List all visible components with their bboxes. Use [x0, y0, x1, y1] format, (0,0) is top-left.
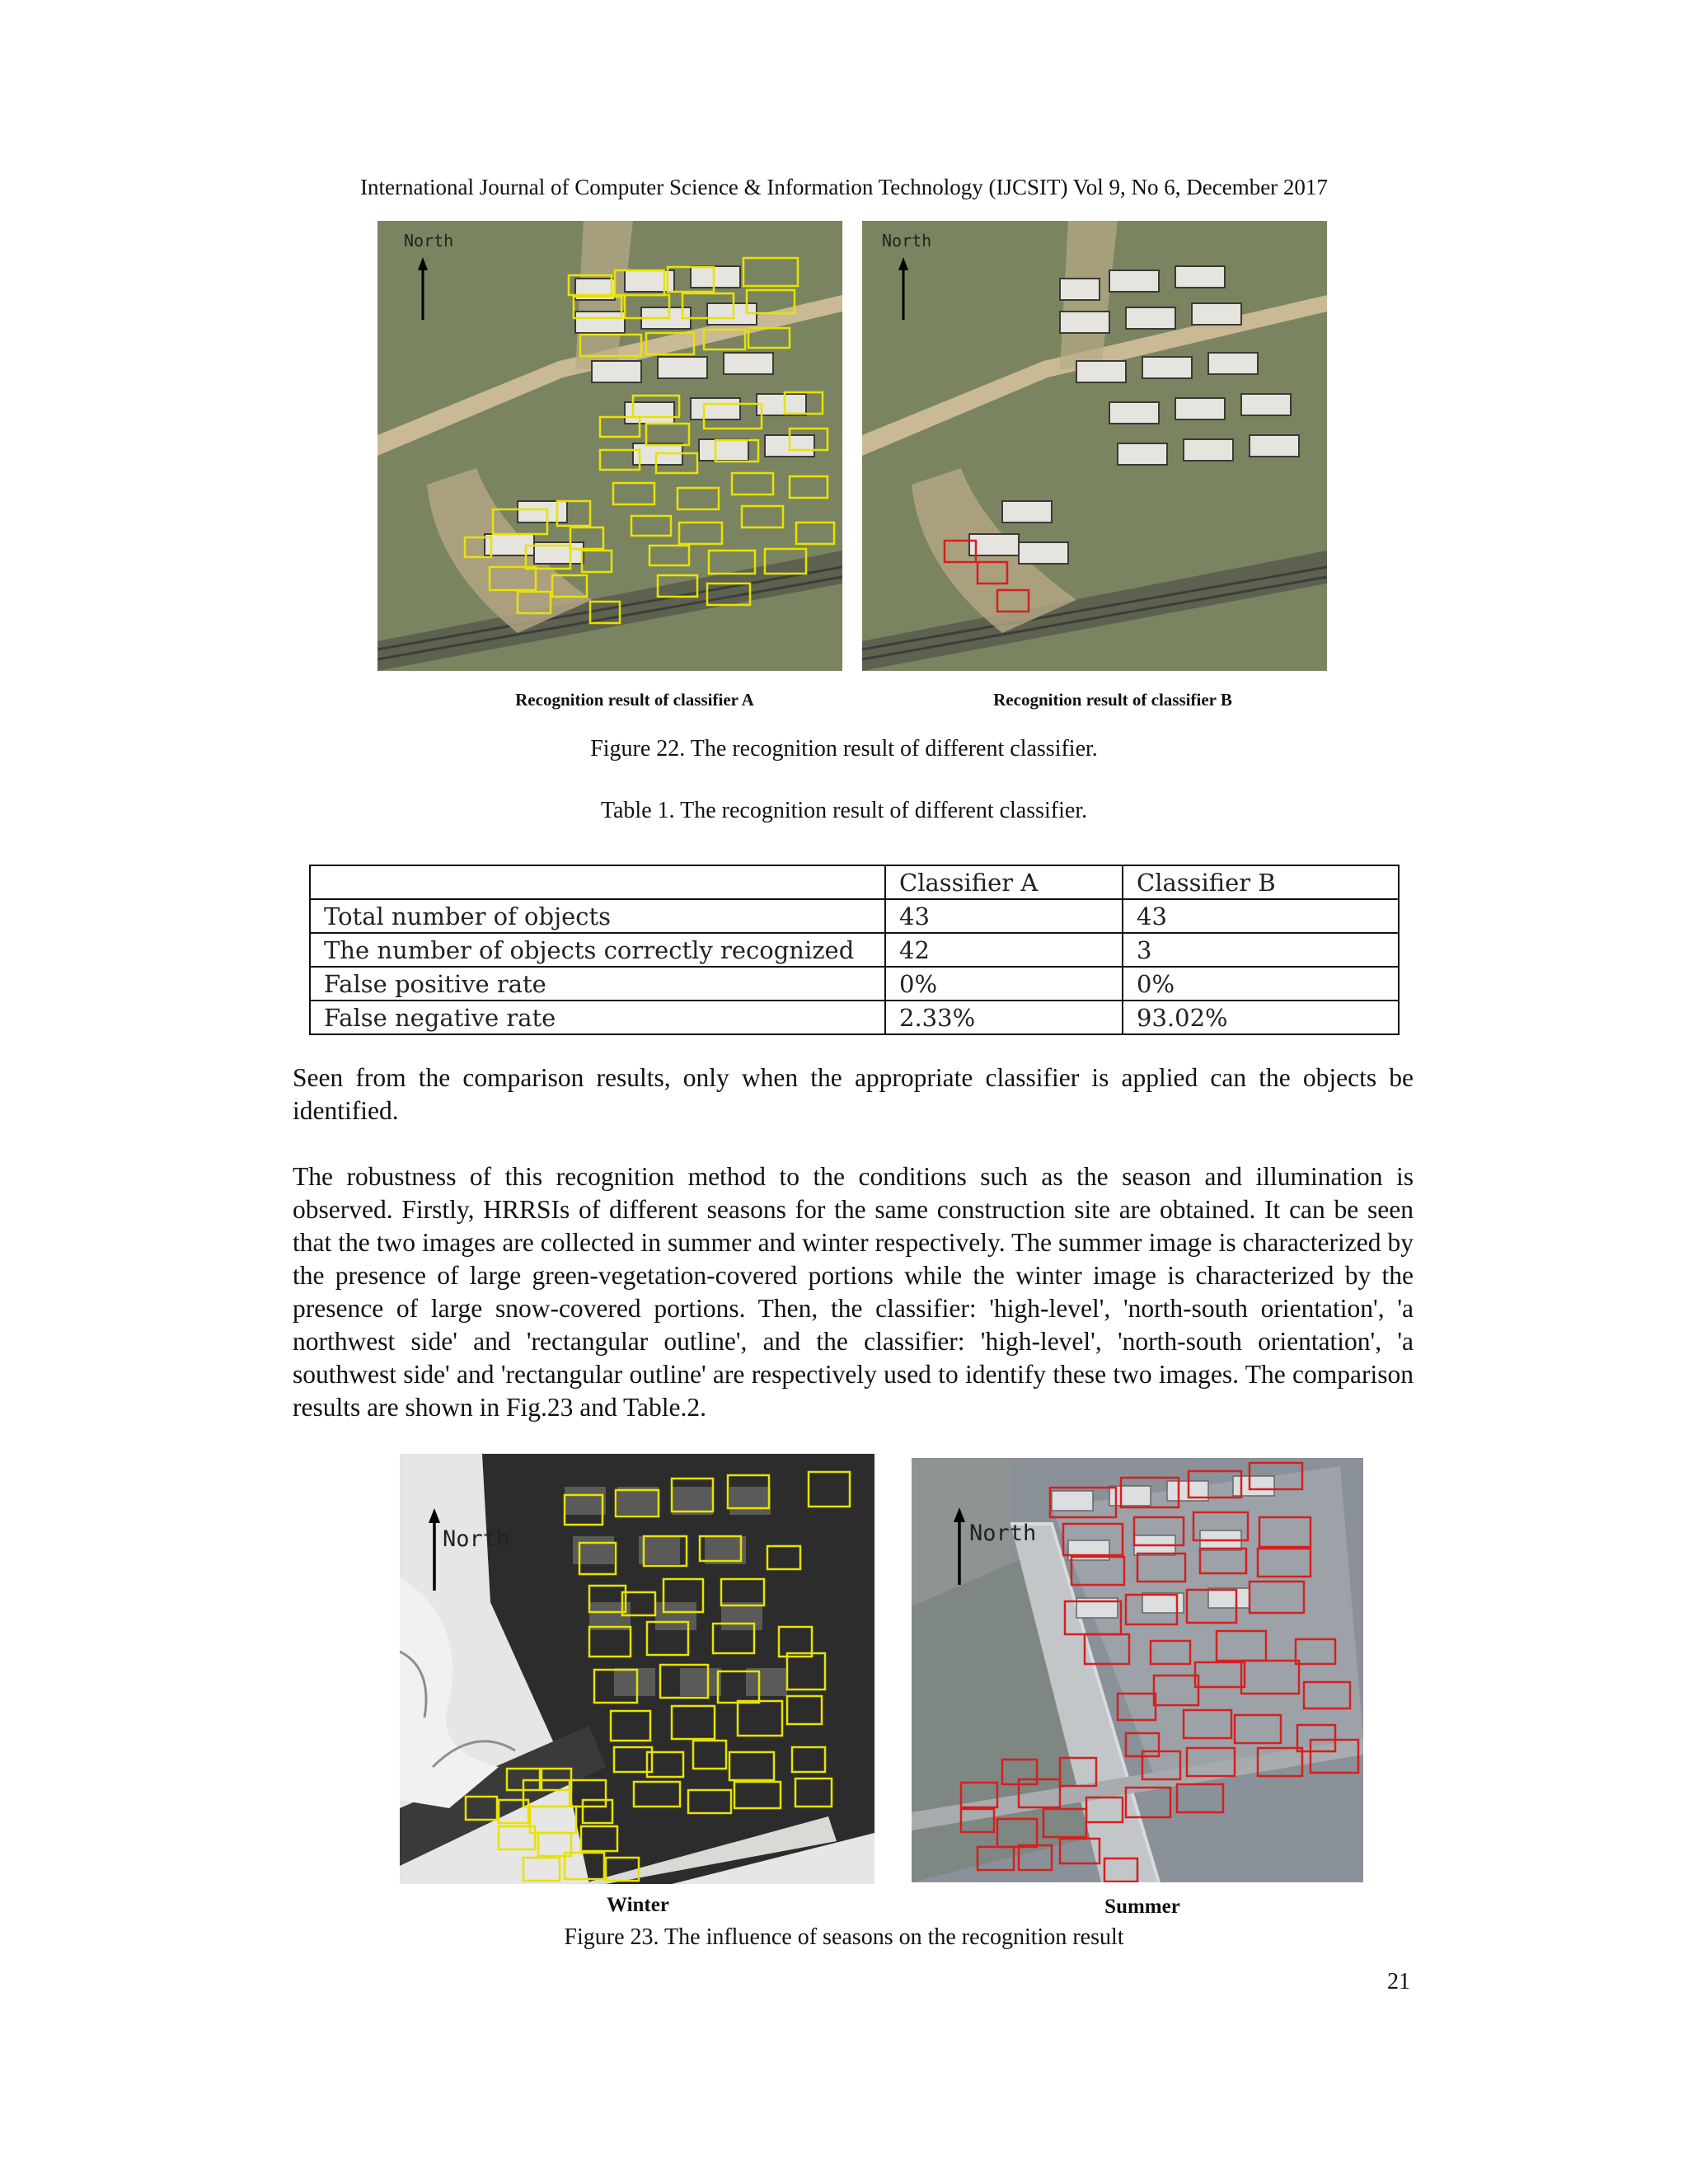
table1 [309, 865, 1400, 1035]
north-label: North [882, 231, 932, 251]
table-cell: False negative rate [310, 1001, 885, 1034]
paragraph-1: Seen from the comparison results, only when the appropriate classifier is applied can the objects be identified. [293, 1063, 1414, 1125]
table-row [310, 933, 1399, 967]
table-cell: 3 [1123, 933, 1399, 967]
figure23-right-label: Summer [1104, 1896, 1180, 1918]
north-label: North [443, 1526, 510, 1552]
north-label: North [969, 1521, 1037, 1546]
table-cell: False positive rate [310, 967, 885, 1001]
paragraph-2: The robustness of this recognition method to the conditions such as the season and illumination is observed. Firstly, HRRSIs of different seasons for the same construction site are obtained. It can be seen that the two images are collected in summer and winter respectively. The summer image is characterized by the presence of large green-vegetation-covered portions while the winter image is characterized by the presence of large snow-covered portions. Then, the classifier: 'high-level', 'north-south orientation', 'a northwest side' and 'rectangular outline', and the classifier: 'high-level', 'north-south orientation', 'a southwest side' and 'rectangular outline' are respectively used to identify these two images. The comparison results are shown in Fig.23 and Table.2. [293, 1162, 1414, 1422]
table-cell: 42 [885, 933, 1123, 967]
table-header-row [310, 865, 1399, 899]
figure23-image-summer [912, 1458, 1363, 1882]
table-cell: 0% [885, 967, 1123, 1001]
table-row [310, 967, 1399, 1001]
table1-caption: Table 1. The recognition result of different classifier. [600, 798, 1088, 823]
figure23-caption: Figure 23. The influence of seasons on the recognition result [564, 1924, 1124, 1950]
table-cell: 93.02% [1123, 1001, 1399, 1034]
table-cell: 43 [885, 899, 1123, 933]
figure22-right-label: Recognition result of classifier B [993, 690, 1232, 710]
table-cell: 0% [1123, 967, 1399, 1001]
table-row [310, 899, 1399, 933]
figure22-left-label: Recognition result of classifier A [515, 690, 754, 710]
figure23-image-winter [400, 1454, 874, 1884]
figure22-caption: Figure 22. The recognition result of different classifier. [590, 736, 1098, 762]
figure22-image-classifier-a [377, 221, 842, 671]
figure23-left-label: Winter [607, 1894, 669, 1916]
table-header-cell: Classifier B [1123, 865, 1399, 899]
table-row [310, 1001, 1399, 1034]
figure22-image-classifier-b [862, 221, 1327, 671]
north-label: North [404, 231, 454, 251]
journal-header: International Journal of Computer Science & Information Technology (IJCSIT) Vol 9, No 6, December 2017 [360, 175, 1328, 199]
table-cell: 2.33% [885, 1001, 1123, 1034]
table-header-cell [310, 865, 885, 899]
table-cell: The number of objects correctly recognized [310, 933, 885, 967]
table-header-cell: Classifier A [885, 865, 1123, 899]
table-cell: 43 [1123, 899, 1399, 933]
table-cell: Total number of objects [310, 899, 885, 933]
page-number: 21 [1387, 1969, 1410, 1994]
